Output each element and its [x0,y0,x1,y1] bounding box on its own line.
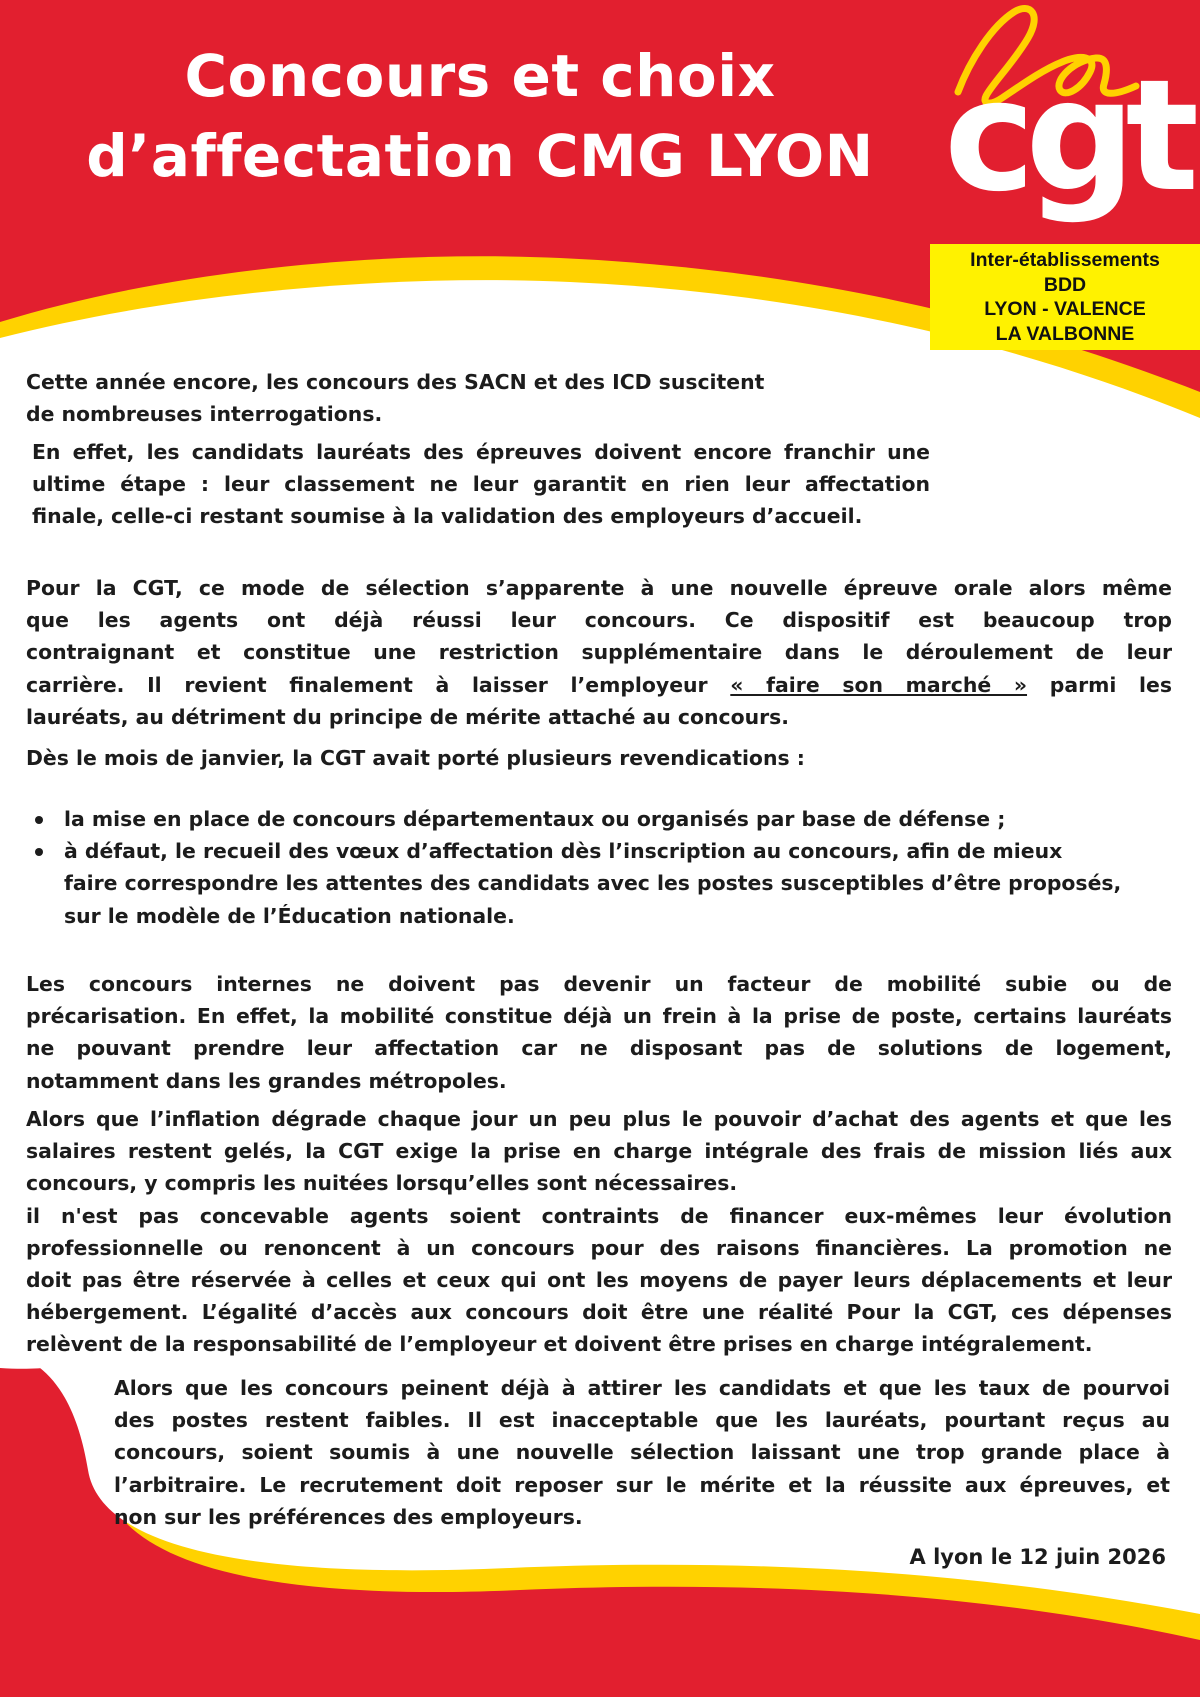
paragraph-internes [26,968,1172,1097]
logo-script-text: la [930,0,931,1]
text-line: doit pas être réservée à celles et ceux qui ont les moyens de payer leurs déplacements et leur [26,1268,1172,1293]
text-line: non sur les préférences des employeurs. [114,1504,583,1529]
text-line: ultime étape : leur classement ne leur garantit en rien leur affectation [32,472,930,497]
text-line: précarisation. En effet, la mobilité constitue déjà un frein à la prise de poste, certains lauréats [26,1004,1172,1029]
text-line: notamment dans les grandes métropoles. [26,1068,507,1093]
logo-red-block [930,0,1200,244]
text-fragment: parmi les [1049,672,1173,697]
paragraph-cgt-view [26,572,1172,733]
list-item [26,835,1171,932]
demands-list [26,803,1171,932]
logo-line-4: LA VALBONNE [995,322,1135,345]
text-line: ne pouvant prendre leur affectation car ne disposant pas de solutions de logement, [26,1036,1172,1061]
paragraph-conclusion [114,1372,1170,1533]
text-line: concours, soient soumis à une nouvelle sélection laissant une trop grande place à [114,1440,1170,1465]
text-line: hébergement. L’égalité d’accès aux concours doit être une réalité Pour la CGT, ces dépenses [26,1300,1172,1325]
cgt-logo [930,0,1200,350]
text-fragment: carrière. Il revient finalement à laisser l’employeur [26,672,731,697]
text-line: Alors que les concours peinent déjà à attirer les candidats et que les taux de pourvoi [114,1376,1170,1400]
logo-word: cgt [944,47,1190,226]
text-line: de nombreuses interrogations. [26,402,383,427]
text-line: Cette année encore, les concours des SACN et des ICD suscitent [26,370,765,394]
title-line-1: Concours et choix [184,42,776,110]
paragraph-effet [32,436,930,533]
text-line: Alors que l’inflation dégrade chaque jour un peu plus le pouvoir d’achat des agents et que les [26,1107,1172,1131]
text-line: finale, celle-ci restant soumise à la validation des employeurs d’accueil. [32,504,863,529]
text-line: sur le modèle de l’Éducation nationale. [64,903,515,928]
text-line: salaires restent gelés, la CGT exige la prise en charge intégrale des frais de mission liés aux [26,1139,1172,1164]
text-line: Les concours internes ne doivent pas devenir un facteur de mobilité subie ou de [26,972,1172,996]
text-line: que les agents ont déjà réussi leur concours. Ce dispositif est beaucoup trop [26,608,1172,633]
bullet-icon [35,816,43,824]
title-line-2: d’affectation CMG LYON [86,122,874,190]
page-title [60,36,900,196]
text-line: lauréats, au détriment du principe de mérite attaché au concours. [26,704,790,729]
text-line: des postes restent faibles. Il est inacceptable que les lauréats, pourtant reçus au [114,1408,1170,1433]
text-line: il n'est pas concevable agents soient contraints de financer eux-mêmes leur évolution [26,1203,1172,1228]
text-line [26,669,1172,701]
paragraph-janvier [26,742,1172,774]
text-line: relèvent de la responsabilité de l’employeur et doivent être prises en charge intégralement. [26,1332,1093,1357]
text-line: l’arbitraire. Le recrutement doit reposer sur le mérite et la réussite aux épreuves, et [114,1472,1170,1497]
paragraph-inflation [26,1103,1172,1361]
text-line: professionnelle ou renoncent à un concours pour des raisons financières. La promotion ne [26,1235,1172,1260]
text-line: Pour la CGT, ce mode de sélection s’apparente à une nouvelle épreuve orale alors même [26,576,1172,600]
text-line: faire correspondre les attentes des candidats avec les postes susceptibles d’être proposés, [64,871,1122,896]
underlined-quote: « faire son marché » [730,672,1028,697]
text-line: contraignant et constitue une restriction supplémentaire dans le déroulement de leur [26,640,1172,665]
list-item [26,803,1171,835]
logo-line-1: Inter-établissements [970,249,1160,271]
text-line: Dès le mois de janvier, la CGT avait porté plusieurs revendications : [26,746,805,770]
text-line: concours, y compris les nuitées lorsqu’elles sont nécessaires. [26,1171,738,1196]
signature-date: A lyon le 12 juin 2026 [909,1545,1166,1569]
logo-line-2: BDD [1043,273,1087,296]
logo-line-3: LYON - VALENCE [984,298,1146,320]
logo-yellow-band [930,244,1200,350]
text-line: à défaut, le recueil des vœux d’affectation dès l’inscription au concours, afin de mieux [64,839,1063,864]
bullet-icon [35,848,43,856]
paragraph-intro [26,366,826,430]
text-line: la mise en place de concours départementaux ou organisés par base de défense ; [64,807,1006,831]
text-line: En effet, les candidats lauréats des épreuves doivent encore franchir une [32,440,930,464]
